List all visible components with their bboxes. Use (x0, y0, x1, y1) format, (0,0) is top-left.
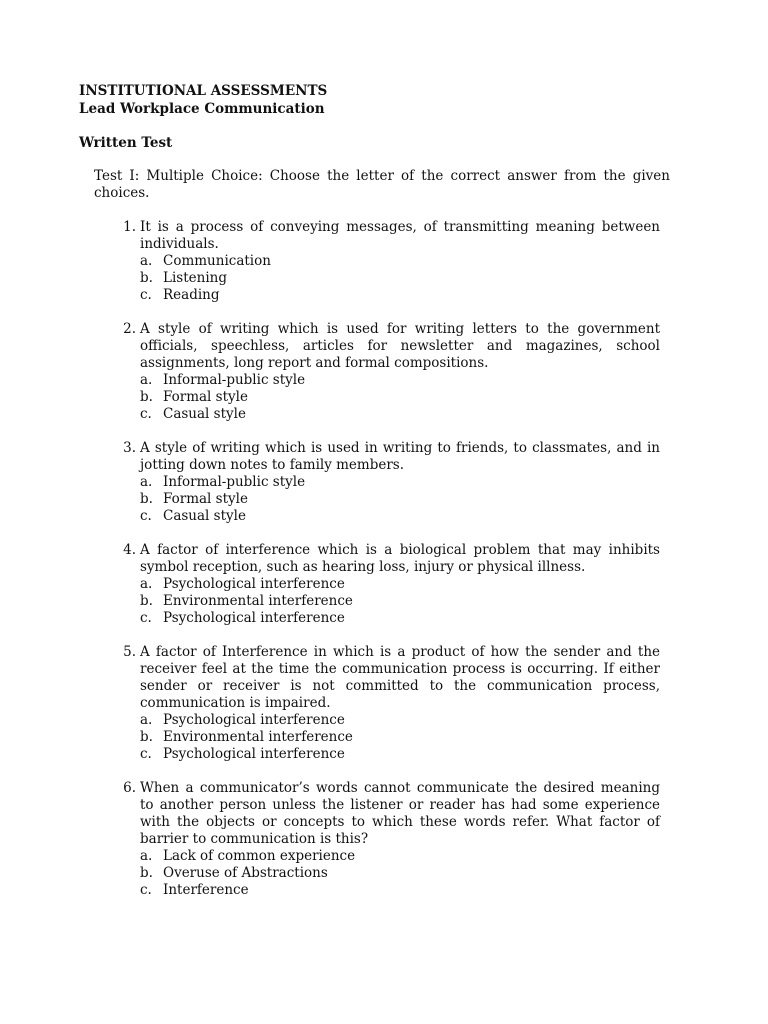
choice-text: Reading (163, 287, 220, 303)
choice-letter: c. (140, 508, 152, 524)
choice-item (140, 372, 660, 389)
choice-item (140, 610, 660, 627)
question-number: 2. (123, 321, 136, 337)
question-item (123, 780, 660, 899)
choice-text: Casual style (163, 508, 246, 524)
choice-letter: c. (140, 406, 152, 422)
choice-letter: a. (140, 253, 153, 269)
choice-letter: c. (140, 610, 152, 626)
choice-letter: a. (140, 576, 153, 592)
section-heading: Written Test (79, 135, 173, 151)
question-number: 5. (123, 644, 136, 660)
question-item (123, 542, 660, 627)
choice-letter: a. (140, 372, 153, 388)
choice-text: Informal-public style (163, 474, 306, 490)
choice-item (140, 746, 660, 763)
document-title: INSTITUTIONAL ASSESSMENTS (79, 83, 328, 99)
choice-text: Casual style (163, 406, 246, 422)
choice-text: Informal-public style (163, 372, 306, 388)
choice-list (140, 576, 660, 627)
choice-letter: b. (140, 491, 153, 507)
question-text: When a communicator’s words cannot communicate the desired meaning to another person unless the listener or reader has had some experience with the objects or concepts to which these words refer. What factor of barrier to communication is this? (140, 780, 660, 847)
question-text: A style of writing which is used for writing letters to the government officials, speechless, articles for newsletter and magazines, school assignments, long report and formal compositions. (140, 321, 660, 371)
choice-text: Interference (163, 882, 249, 898)
choice-item (140, 253, 660, 270)
question-number: 1. (123, 219, 136, 235)
choice-item (140, 576, 660, 593)
choice-letter: b. (140, 593, 153, 609)
choice-text: Psychological interference (163, 746, 345, 762)
question-number: 4. (123, 542, 136, 558)
question-text: A factor of Interference in which is a product of how the sender and the receiver feel at the time the communication process is occurring. If either sender or receiver is not committed to the communication process, communication is impaired. (140, 644, 660, 711)
choice-item (140, 848, 660, 865)
choice-text: Overuse of Abstractions (163, 865, 328, 881)
question-number: 6. (123, 780, 136, 796)
question-number: 3. (123, 440, 136, 456)
choice-text: Formal style (163, 491, 248, 507)
choice-letter: b. (140, 865, 153, 881)
choice-item (140, 729, 660, 746)
choice-letter: c. (140, 882, 152, 898)
choice-letter: a. (140, 474, 153, 490)
choice-list (140, 712, 660, 763)
choice-text: Listening (163, 270, 227, 286)
choice-letter: c. (140, 287, 152, 303)
choice-item (140, 712, 660, 729)
question-text: It is a process of conveying messages, of transmitting meaning between individuals. (140, 219, 660, 252)
choice-item (140, 287, 660, 304)
choice-item (140, 593, 660, 610)
choice-item (140, 270, 660, 287)
choice-letter: a. (140, 712, 153, 728)
choice-letter: b. (140, 729, 153, 745)
choice-list (140, 372, 660, 423)
choice-letter: b. (140, 389, 153, 405)
choice-item (140, 406, 660, 423)
choice-text: Environmental interference (163, 593, 353, 609)
question-item (123, 440, 660, 525)
choice-item (140, 508, 660, 525)
question-item (123, 321, 660, 423)
document-subtitle: Lead Workplace Communication (79, 101, 325, 117)
choice-item (140, 389, 660, 406)
choice-list (140, 474, 660, 525)
choice-letter: b. (140, 270, 153, 286)
choice-text: Psychological interference (163, 576, 345, 592)
question-list (79, 219, 669, 899)
choice-item (140, 882, 660, 899)
test-instructions: Test I: Multiple Choice: Choose the letter of the correct answer from the given choices. (94, 168, 670, 201)
choice-list (140, 848, 660, 899)
document-body (79, 82, 669, 916)
question-item (123, 644, 660, 763)
question-text: A style of writing which is used in writing to friends, to classmates, and in jotting down notes to family members. (140, 440, 660, 473)
choice-item (140, 491, 660, 508)
choice-letter: a. (140, 848, 153, 864)
choice-text: Environmental interference (163, 729, 353, 745)
choice-text: Psychological interference (163, 712, 345, 728)
choice-list (140, 253, 660, 304)
choice-text: Psychological interference (163, 610, 345, 626)
choice-text: Lack of common experience (163, 848, 356, 864)
choice-text: Formal style (163, 389, 248, 405)
choice-text: Communication (163, 253, 271, 269)
question-text: A factor of interference which is a biological problem that may inhibits symbol reception, such as hearing loss, injury or physical illness. (140, 542, 660, 575)
choice-item (140, 474, 660, 491)
question-item (123, 219, 660, 304)
choice-letter: c. (140, 746, 152, 762)
choice-item (140, 865, 660, 882)
